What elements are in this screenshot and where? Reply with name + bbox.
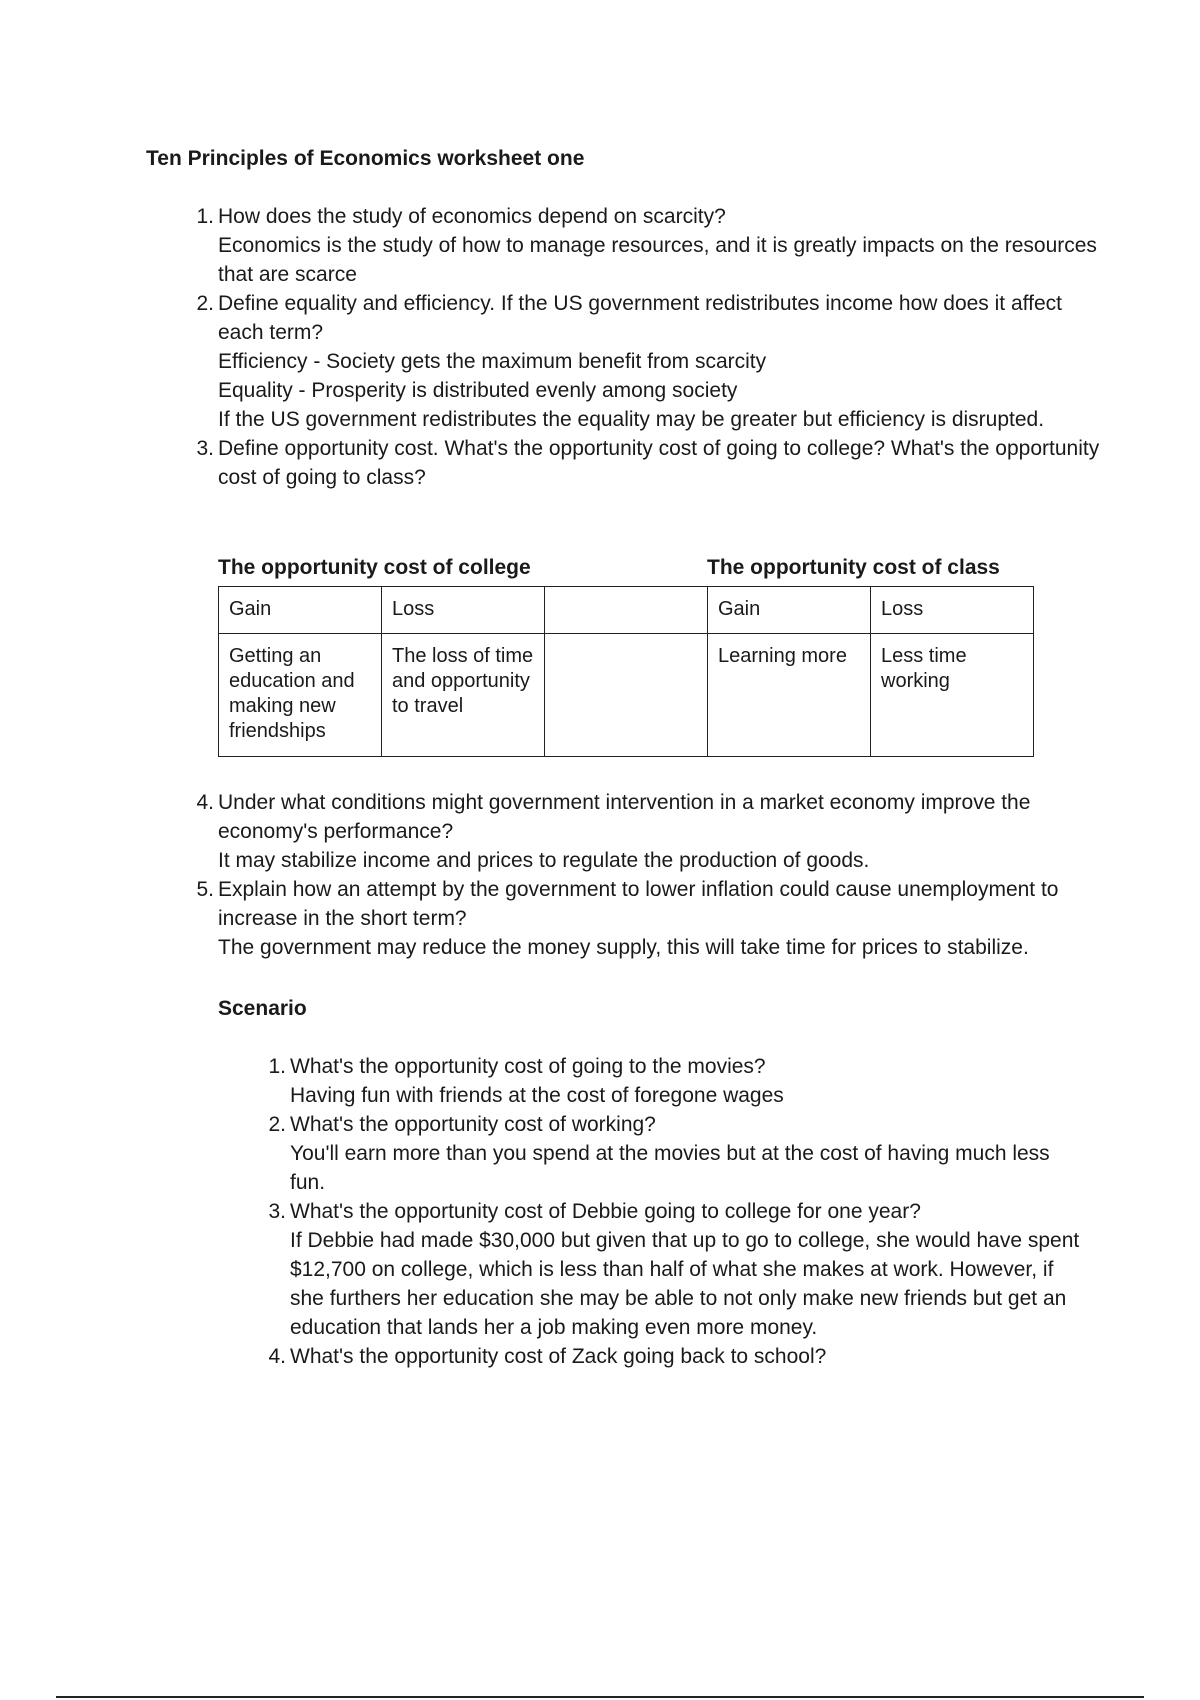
question-answer: You'll earn more than you spend at the movies but at the cost of having much less fun. — [290, 1142, 1050, 1194]
question-number: 2 . — [180, 289, 214, 318]
caption-class: The opportunity cost of class — [707, 556, 1000, 579]
page-bottom-divider — [56, 1696, 1144, 1698]
question-item — [146, 289, 1106, 434]
question-prompt: Define equality and efficiency. If the US government redistributes income how does it affect each term? — [218, 292, 1062, 344]
question-list-a — [146, 202, 1106, 492]
table-cell: The loss of time and opportunity to travel — [382, 634, 545, 757]
question-item — [146, 434, 1106, 492]
opportunity-cost-table — [218, 586, 1034, 757]
question-number: 5 . — [180, 875, 214, 904]
question-number: 2 . — [252, 1110, 286, 1139]
table-cell: Getting an education and making new friendships — [219, 634, 382, 757]
scenario-item — [218, 1197, 1088, 1342]
table-cell: Less time working — [871, 634, 1034, 757]
question-item — [146, 875, 1106, 962]
question-answer: Having fun with friends at the cost of foregone wages — [290, 1084, 784, 1107]
question-prompt: How does the study of economics depend on scarcity? — [218, 205, 726, 228]
question-prompt: Explain how an attempt by the government to lower inflation could cause unemployment to increase in the short term? — [218, 878, 1059, 930]
scenario-item — [218, 1110, 1088, 1197]
question-prompt: What's the opportunity cost of Debbie going to college for one year? — [290, 1200, 921, 1223]
table-cell: Learning more — [708, 634, 871, 757]
question-prompt: What's the opportunity cost of going to the movies? — [290, 1055, 766, 1078]
header-cell: Loss — [382, 587, 545, 634]
question-prompt: Define opportunity cost. What's the opportunity cost of going to college? What's the opportunity cost of going to class? — [218, 437, 1100, 489]
answer-line: Equality - Prosperity is distributed evenly among society — [218, 379, 738, 402]
question-number: 3 . — [252, 1197, 286, 1226]
question-number: 4 . — [180, 788, 214, 817]
scenario-heading: Scenario — [218, 997, 307, 1020]
question-answer: Economics is the study of how to manage resources, and it is greatly impacts on the resources that are scarce — [218, 234, 1097, 286]
header-cell: Gain — [708, 587, 871, 634]
header-cell: Gain — [219, 587, 382, 634]
question-answer: The government may reduce the money supply, this will take time for prices to stabilize. — [218, 936, 1029, 959]
question-prompt: Under what conditions might government intervention in a market economy improve the economy's performance? — [218, 791, 1031, 843]
question-prompt: What's the opportunity cost of working? — [290, 1113, 656, 1136]
table-cell — [545, 634, 708, 757]
scenario-list — [218, 1052, 1088, 1371]
question-item — [146, 202, 1106, 289]
answer-line: If the US government redistributes the equality may be greater but efficiency is disrupted. — [218, 408, 1045, 431]
question-list-b — [146, 788, 1106, 962]
question-number: 1 . — [252, 1052, 286, 1081]
page-title: Ten Principles of Economics worksheet one — [146, 147, 585, 170]
question-number: 3 . — [180, 434, 214, 463]
question-answer: It may stabilize income and prices to regulate the production of goods. — [218, 849, 870, 872]
answer-line: Efficiency - Society gets the maximum benefit from scarcity — [218, 350, 767, 373]
question-prompt: What's the opportunity cost of Zack going back to school? — [290, 1345, 827, 1368]
scenario-item — [218, 1052, 1088, 1110]
table-row — [219, 634, 1034, 757]
table-header-row — [219, 587, 1034, 634]
caption-college: The opportunity cost of college — [218, 556, 531, 579]
scenario-item — [218, 1342, 1088, 1371]
question-number: 1 . — [180, 202, 214, 231]
header-cell — [545, 587, 708, 634]
question-number: 4 . — [252, 1342, 286, 1371]
question-answer: If Debbie had made $30,000 but given that up to go to college, she would have spent $12,700 on college, which is less than half of what she makes at work. However, if she furthers her education she may be able to not only make new friends but get an education that lands her a job making even more money. — [290, 1229, 1080, 1339]
header-cell: Loss — [871, 587, 1034, 634]
question-item — [146, 788, 1106, 875]
opportunity-cost-table-block — [218, 554, 1038, 759]
